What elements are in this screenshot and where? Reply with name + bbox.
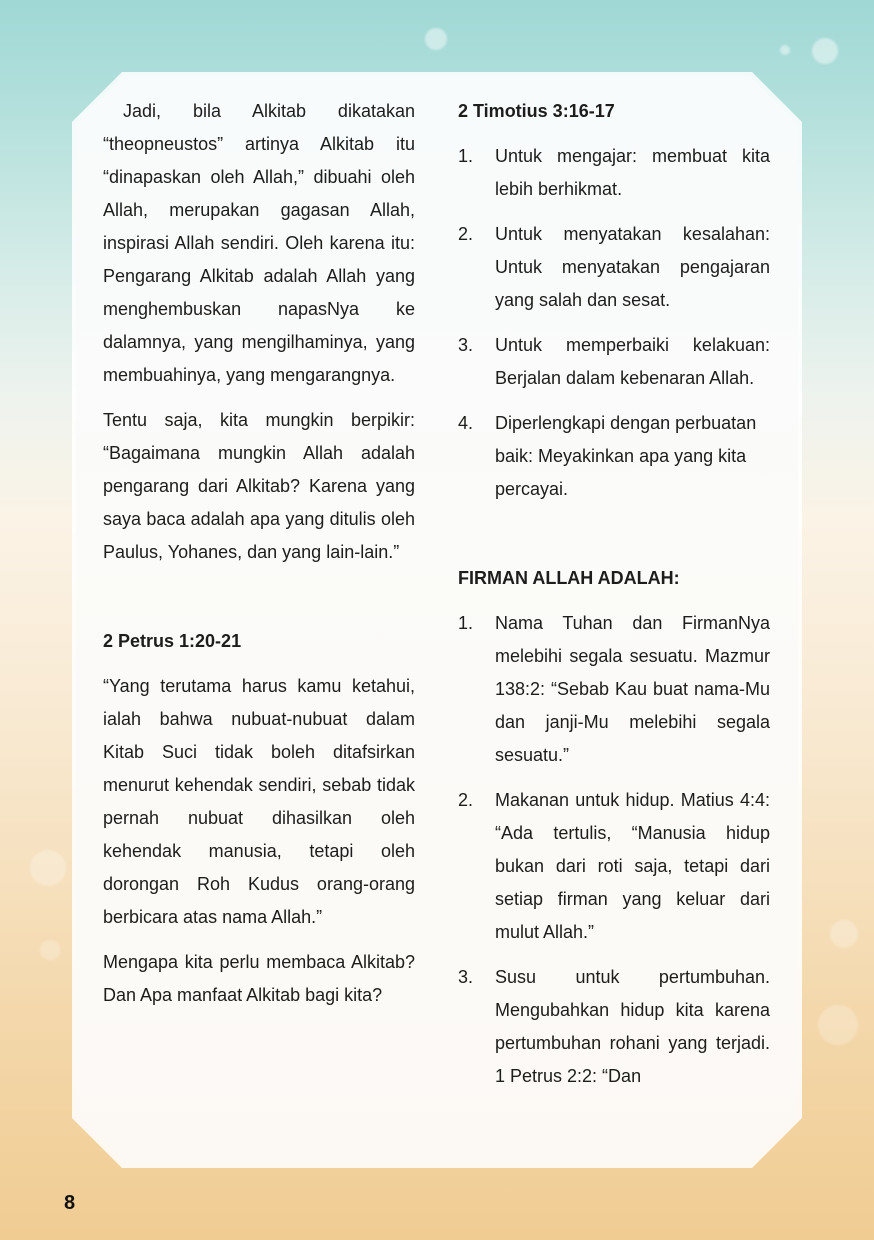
timotius-heading: 2 Timotius 3:16-17 — [458, 101, 615, 121]
petrus-heading: 2 Petrus 1:20-21 — [103, 631, 242, 651]
list-number: 4. — [458, 413, 474, 433]
petrus-quote: “Yang terutama harus kamu ketahui, ialah bahwa nubuat-nubuat dalam Kitab Suci tidak boleh ditafsirkan menurut kehendak sendiri, sebab tidak pernah nubuat dihasilkan oleh kehendak manusia, tetapi oleh dorongan Roh Kudus orang-orang berbicara atas nama Allah.” — [103, 676, 415, 927]
bokeh-decoration — [812, 38, 838, 64]
list-text: Untuk mengajar: membuat kita lebih berhikmat. — [495, 146, 770, 199]
page-number: 8 — [64, 1192, 76, 1214]
firman-list — [458, 607, 770, 1093]
right-column — [458, 95, 770, 1093]
list-item — [458, 784, 770, 949]
list-number: 2. — [458, 224, 474, 244]
list-item — [458, 407, 770, 506]
bokeh-decoration — [830, 920, 858, 948]
list-item — [458, 140, 770, 206]
closing-question: Mengapa kita perlu membaca Alkitab? Dan Apa manfaat Alkitab bagi kita? — [103, 952, 415, 1005]
list-text: Untuk menyatakan kesalahan: Untuk menyatakan pengajaran yang salah dan sesat. — [495, 224, 770, 310]
list-number: 1. — [458, 146, 474, 166]
bokeh-decoration — [30, 850, 66, 886]
list-item — [458, 218, 770, 317]
left-column — [103, 95, 415, 1012]
intro-paragraph: Jadi, bila Alkitab dikatakan “theopneustos” artinya Alkitab itu “dinapaskan oleh Allah,” dibuahi oleh Allah, merupakan gagasan Allah, inspirasi Allah sendiri. Oleh karena itu: Pengarang Alkitab adalah Allah yang menghembuskan napasNya ke dalamnya, yang mengilhaminya, yang membuahinya, yang mengarangnya. — [103, 101, 415, 385]
list-item — [458, 329, 770, 395]
bokeh-decoration — [40, 940, 60, 960]
bokeh-decoration — [818, 1005, 858, 1045]
bokeh-decoration — [780, 45, 790, 55]
list-text: Nama Tuhan dan FirmanNya melebihi segala sesuatu. Mazmur 138:2: “Sebab Kau buat nama-Mu dan janji-Mu melebihi segala sesuatu.” — [495, 613, 770, 765]
list-text: Susu untuk pertumbuhan. Mengubahkan hidup kita karena pertumbuhan rohani yang terjadi. 1 Petrus 2:2: “Dan — [495, 967, 770, 1086]
bokeh-decoration — [425, 28, 447, 50]
list-text: Untuk memperbaiki kelakuan: Berjalan dalam kebenaran Allah. — [495, 335, 770, 388]
question-paragraph: Tentu saja, kita mungkin berpikir: “Bagaimana mungkin Allah adalah pengarang dari Alkitab? Karena yang saya baca adalah apa yang ditulis oleh Paulus, Yohanes, dan yang lain-lain.” — [103, 410, 415, 562]
timotius-list — [458, 140, 770, 506]
list-number: 3. — [458, 335, 474, 355]
list-text: Makanan untuk hidup. Matius 4:4: “Ada tertulis, “Manusia hidup bukan dari roti saja, tetapi dari setiap firman yang keluar dari mulut Allah.” — [495, 790, 770, 942]
list-number: 3. — [458, 967, 474, 987]
list-item — [458, 961, 770, 1093]
list-number: 1. — [458, 613, 474, 633]
firman-heading: FIRMAN ALLAH ADALAH: — [458, 568, 680, 588]
list-number: 2. — [458, 790, 474, 810]
list-item — [458, 607, 770, 772]
list-text: Diperlengkapi dengan perbuatan baik: Meyakinkan apa yang kita percayai. — [495, 413, 757, 499]
